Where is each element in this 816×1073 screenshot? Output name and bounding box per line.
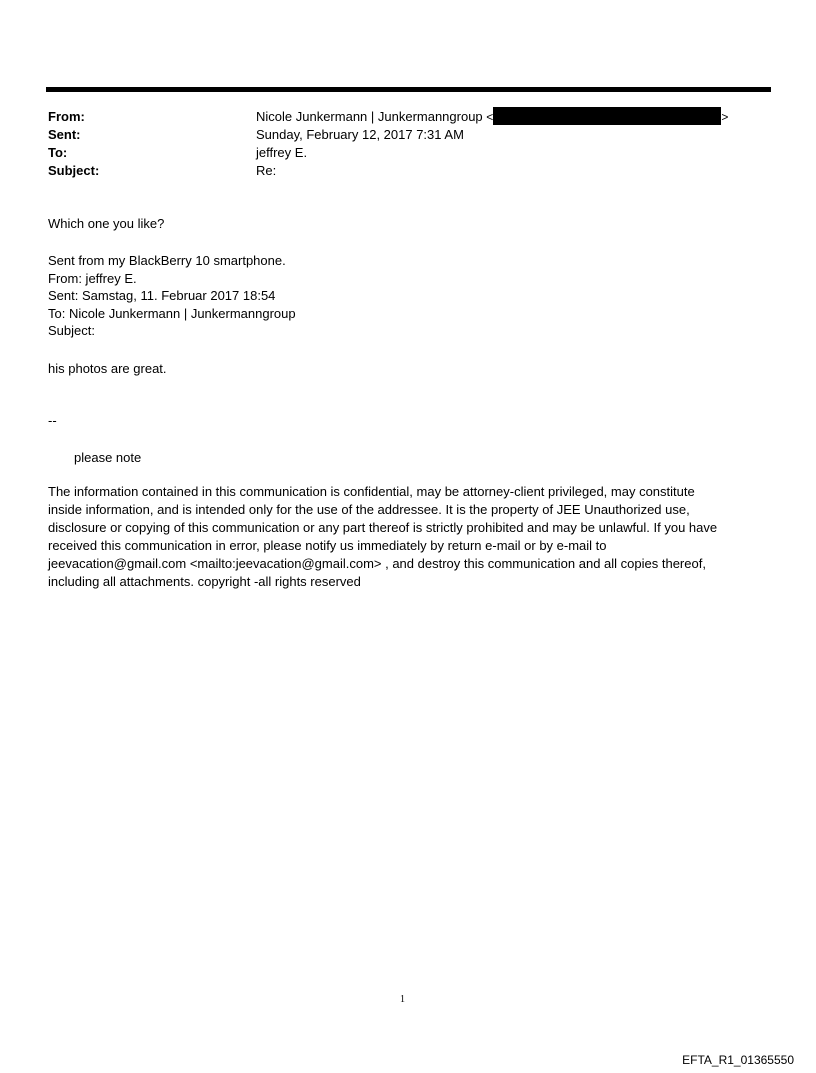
disclaimer-line: including all attachments. copyright -all rights reserved xyxy=(48,574,361,589)
subject-value: Re: xyxy=(256,163,277,178)
photos-line: his photos are great. xyxy=(48,361,167,376)
quoted-line: Sent from my BlackBerry 10 smartphone. xyxy=(48,253,286,268)
document-id: EFTA_R1_01365550 xyxy=(682,1053,794,1067)
signature-separator: -- xyxy=(48,413,57,428)
sent-value: Sunday, February 12, 2017 7:31 AM xyxy=(256,127,464,142)
please-note: please note xyxy=(74,450,142,465)
disclaimer-line: inside information, and is intended only for the use of the addressee. It is the property of JEE Unauthorized use, xyxy=(48,502,690,517)
to-row xyxy=(48,144,768,162)
sent-row xyxy=(48,126,768,144)
disclaimer-line: The information contained in this communication is confidential, may be attorney-client privileged, may constitute xyxy=(48,484,695,499)
to-value: jeffrey E. xyxy=(256,145,308,160)
from-close-bracket: > xyxy=(721,110,729,124)
disclaimer-line: disclosure or copying of this communication or any part thereof is strictly prohibited and may be unlawful. If you have xyxy=(48,520,718,535)
from-value-wrap xyxy=(256,108,728,126)
quoted-line: Subject: xyxy=(48,323,95,338)
header-rule xyxy=(46,87,771,92)
from-open-bracket: < xyxy=(486,110,494,124)
confidentiality-disclaimer xyxy=(48,483,770,591)
from-label: From: xyxy=(48,109,85,124)
to-label: To: xyxy=(48,145,68,160)
quoted-line: From: jeffrey E. xyxy=(48,270,137,286)
redaction-box xyxy=(493,107,721,125)
sent-label: Sent: xyxy=(48,127,81,142)
disclaimer-line: received this communication in error, please notify us immediately by return e-mail or by e-mail to xyxy=(48,538,607,553)
quoted-line: To: Nicole Junkermann | Junkermanngroup xyxy=(48,305,296,321)
subject-label: Subject: xyxy=(48,163,100,178)
body-question: Which one you like? xyxy=(48,216,165,231)
from-value: Nicole Junkermann | Junkermanngroup xyxy=(256,109,483,124)
quoted-line: Sent: Samstag, 11. Februar 2017 18:54 xyxy=(48,288,276,303)
page-number: 1 xyxy=(400,994,405,1005)
email-header xyxy=(48,108,768,180)
disclaimer-line: jeevacation@gmail.com <mailto:jeevacation@gmail.com> , and destroy this communication and all copies thereof, xyxy=(48,556,706,571)
subject-row xyxy=(48,162,768,180)
from-row xyxy=(48,108,768,126)
quoted-message xyxy=(48,252,296,340)
